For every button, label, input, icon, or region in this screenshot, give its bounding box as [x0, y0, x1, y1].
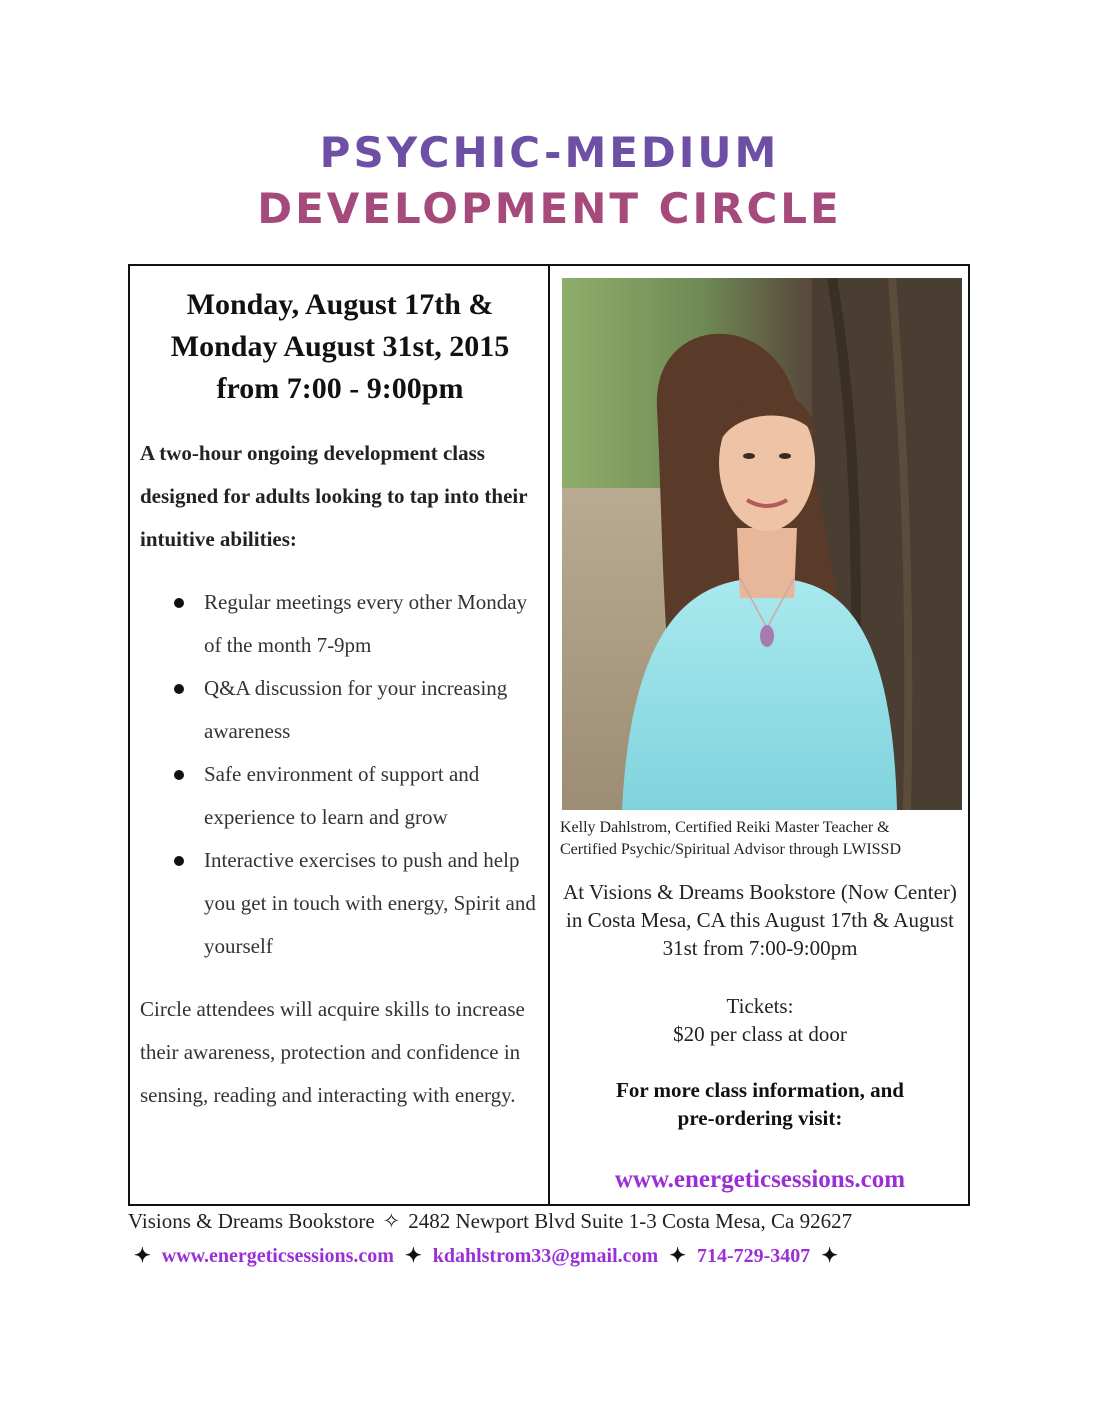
bullet-icon — [174, 770, 184, 780]
star-icon: ✦ — [134, 1245, 151, 1267]
list-item-text: Q&A discussion for your increasing awareness — [204, 676, 508, 743]
instructor-photo — [562, 278, 962, 810]
list-item — [140, 839, 540, 968]
venue-info: At Visions & Dreams Bookstore (Now Center) in Costa Mesa, CA this August 17th & August 31st from 7:00-9:00pm — [563, 880, 957, 960]
list-item — [140, 581, 540, 667]
caption-line-1: Kelly Dahlstrom, Certified Reiki Master Teacher & — [560, 819, 890, 836]
star-icon: ✦ — [404, 1245, 422, 1267]
list-item — [140, 753, 540, 839]
more-info — [560, 1076, 960, 1132]
column-divider — [548, 264, 550, 1206]
footer-phone-link[interactable]: 714-729-3407 — [696, 1245, 811, 1267]
title-line-1: PSYCHIC-MEDIUM — [319, 128, 780, 177]
footer-address-line — [128, 1209, 852, 1234]
bullet-icon — [174, 684, 184, 694]
list-item-text: Safe environment of support and experience to learn and grow — [204, 762, 480, 829]
outline-star-icon: ✧ — [382, 1209, 401, 1233]
star-icon: ✦ — [821, 1245, 839, 1267]
footer-website-link[interactable]: www.energeticsessions.com — [161, 1245, 394, 1267]
tickets-info — [560, 992, 960, 1048]
photo-caption — [560, 817, 960, 861]
footer-store-name: Visions & Dreams Bookstore — [128, 1209, 375, 1233]
bullet-icon — [174, 598, 184, 608]
title-line-2: DEVELOPMENT CIRCLE — [257, 184, 842, 233]
list-item — [140, 667, 540, 753]
event-dates — [140, 284, 540, 410]
footer-address: 2482 Newport Blvd Suite 1-3 Costa Mesa, Ca 92627 — [408, 1209, 853, 1233]
bullet-icon — [174, 856, 184, 866]
feature-list — [140, 581, 540, 968]
tickets-price: $20 per class at door — [673, 1022, 847, 1046]
caption-line-2: Certified Psychic/Spiritual Advisor through LWISSD — [560, 841, 902, 858]
list-item-text: Interactive exercises to push and help you get in touch with energy, Spirit and yourself — [204, 848, 536, 958]
more-info-line-1: For more class information, and — [616, 1078, 904, 1102]
tickets-label: Tickets: — [726, 994, 794, 1018]
more-info-line-2: pre-ordering visit: — [677, 1106, 843, 1130]
date-line-2: Monday August 31st, 2015 — [170, 330, 510, 363]
time-line: from 7:00 - 9:00pm — [216, 372, 464, 405]
intro-text: A two-hour ongoing development class designed for adults looking to tap into their intuitive abilities: — [140, 441, 528, 551]
footer-contact-line — [128, 1243, 844, 1268]
date-line-1: Monday, August 17th & — [186, 288, 494, 321]
list-item-text: Regular meetings every other Monday of the month 7-9pm — [204, 590, 528, 657]
star-icon: ✦ — [669, 1245, 686, 1267]
closing-text: Circle attendees will acquire skills to increase their awareness, protection and confidence in sensing, reading and interacting with energy. — [140, 997, 525, 1107]
footer-email-link[interactable]: kdahlstrom33@gmail.com — [432, 1245, 659, 1267]
website-link[interactable]: www.energeticsessions.com — [614, 1166, 906, 1193]
left-column — [140, 284, 540, 1117]
